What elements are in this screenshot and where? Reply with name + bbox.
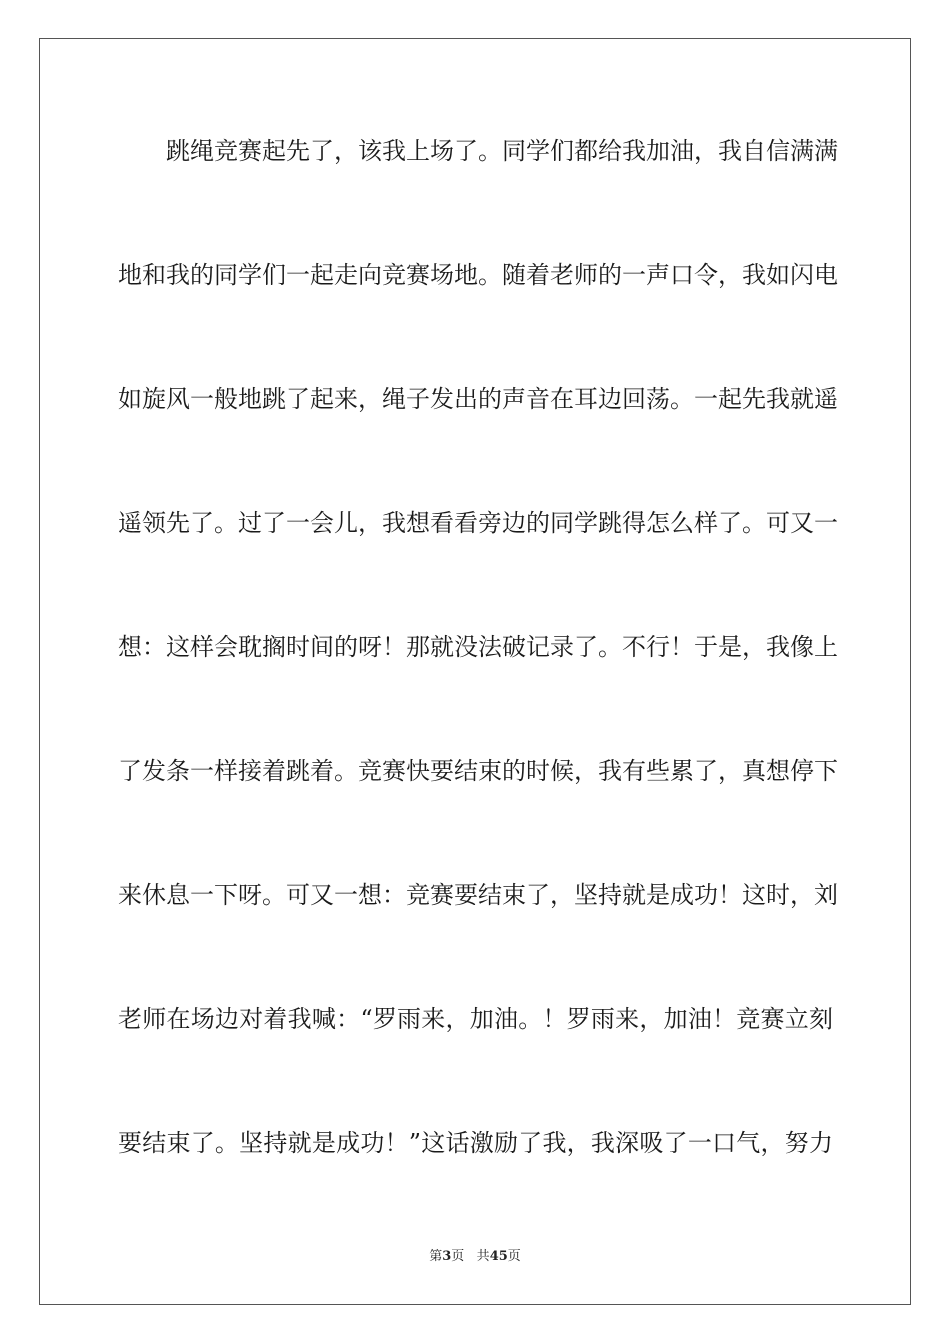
footer-total-prefix: 共 [476,1249,490,1264]
paragraph-line-1: 跳绳竞赛起先了，该我上场了。同学们都给我加油，我自信满满 [166,137,838,165]
paragraph-line-6: 了发条一样接着跳着。竞赛快要结束的时候，我有些累了，真想停下 [118,757,838,785]
footer-total-suffix: 页 [507,1249,521,1264]
page-border [39,38,911,1305]
paragraph-line-4: 遥领先了。过了一会儿，我想看看旁边的同学跳得怎么样了。可又一 [118,509,838,537]
paragraph-line-7: 来休息一下呀。可又一想：竞赛要结束了，坚持就是成功！这时，刘 [118,881,838,909]
footer-page-suffix: 页 [451,1249,465,1264]
paragraph-line-5: 想：这样会耽搁时间的呀！那就没法破记录了。不行！于是，我像上 [118,633,838,661]
paragraph-line-8: 老师在场边对着我喊：“罗雨来，加油。！罗雨来，加油！竞赛立刻 [118,1005,833,1033]
footer-prefix: 第 [429,1249,443,1264]
page-footer [0,1248,950,1266]
total-pages-number: 45 [489,1249,508,1264]
current-page-number: 3 [442,1249,452,1264]
paragraph-line-3: 如旋风一般地跳了起来，绳子发出的声音在耳边回荡。一起先我就遥 [118,385,838,413]
paragraph-line-2: 地和我的同学们一起走向竞赛场地。随着老师的一声口令，我如闪电 [118,261,838,289]
paragraph-line-9: 要结束了。坚持就是成功！”这话激励了我，我深吸了一口气，努力 [118,1129,833,1157]
